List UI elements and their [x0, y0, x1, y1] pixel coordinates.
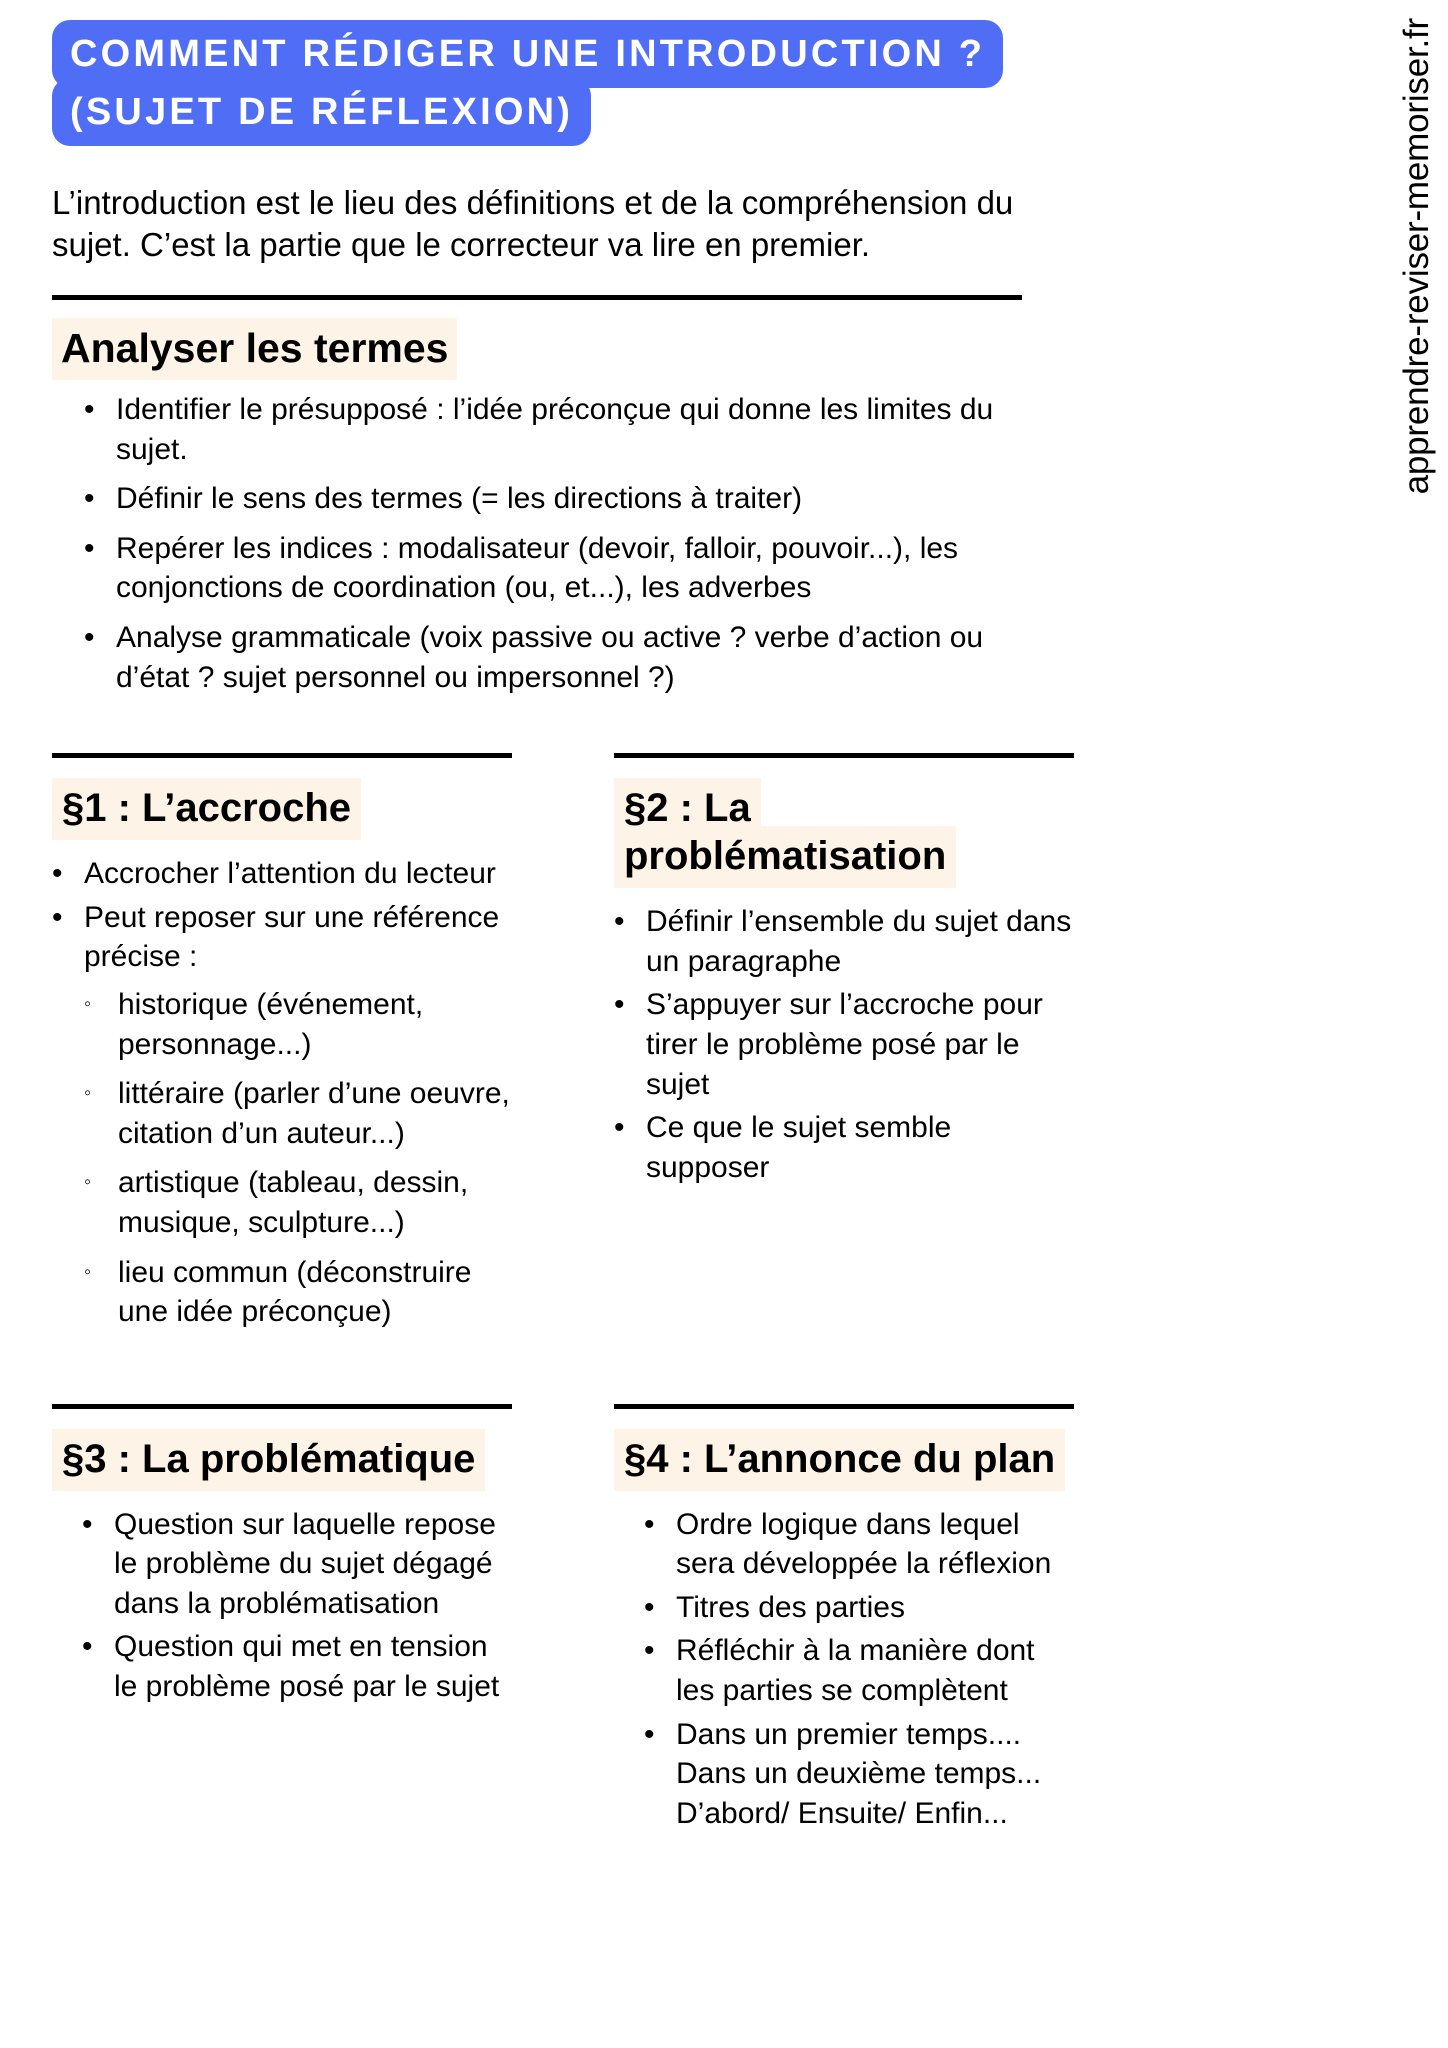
- list-item-text: Question qui met en tension le problème posé par le sujet: [114, 1630, 500, 1704]
- list-item-text: Analyse grammaticale (voix passive ou active ? verbe d’action ou d’état ? sujet personnel ou impersonnel ?): [116, 620, 984, 694]
- section-heading-3: [52, 1435, 512, 1483]
- section-heading-4-label: §4 : L’annonce du plan: [614, 1429, 1065, 1491]
- page-title-heading: [52, 20, 1003, 146]
- section-heading-analyser: [52, 324, 1330, 372]
- section-paragraph-4: [614, 1404, 1074, 1838]
- list-item-text: Repérer les indices : modalisateur (devoir, falloir, pouvoir...), les conjonctions de coordination (ou, et...), les adverbes: [116, 531, 959, 605]
- list-item: [84, 985, 512, 1064]
- list-item: [614, 902, 1074, 981]
- list-item: [82, 1505, 512, 1624]
- list-item: [614, 985, 1074, 1104]
- list-item: [644, 1715, 1074, 1834]
- page-title-line-2: (SUJET DE RÉFLEXION): [52, 78, 591, 146]
- section-2-list: [614, 902, 1074, 1187]
- list-item-text: Dans un premier temps.... Dans un deuxième temps... D’abord/ Ensuite/ Enfin...: [676, 1717, 1042, 1830]
- list-item-text: Titres des parties: [676, 1590, 905, 1624]
- list-item: [614, 1108, 1074, 1187]
- list-item-text: Accrocher l’attention du lecteur: [84, 857, 496, 891]
- section-1-list: [52, 854, 512, 977]
- section-2-body: [614, 902, 1074, 1187]
- list-item-text: Définir le sens des termes (= les directions à traiter): [116, 482, 803, 516]
- analyser-list: [84, 390, 1054, 697]
- bullet-icon: •: [84, 620, 95, 654]
- list-item-text: Peut reposer sur une référence précise :: [84, 900, 500, 974]
- sections-row-2: [52, 1404, 1330, 1838]
- section-heading-2: [614, 784, 1074, 880]
- list-item: [84, 1163, 512, 1242]
- section-4-body: [614, 1505, 1074, 1834]
- section-heading-3-label: §3 : La problématique: [52, 1429, 485, 1491]
- sections-row-1: [52, 753, 1330, 1342]
- list-item-text: Ce que le sujet semble supposer: [646, 1111, 952, 1184]
- bullet-icon: •: [644, 1634, 655, 1668]
- divider-section-2: [614, 753, 1074, 758]
- list-item-text: Identifier le présupposé : l’idée préconçue qui donne les limites du sujet.: [116, 393, 994, 466]
- site-credit-label: apprendre-reviser-memoriser.fr: [1396, 18, 1436, 495]
- site-credit: [1394, 18, 1438, 658]
- section-3-list: [82, 1505, 512, 1707]
- divider-section-1: [52, 753, 512, 758]
- section-heading-1: [52, 784, 512, 832]
- bullet-icon: •: [614, 1111, 625, 1145]
- list-item: [84, 1253, 512, 1332]
- list-item-text: Définir l’ensemble du sujet dans un paragraphe: [646, 905, 1072, 978]
- divider-section-3: [52, 1404, 512, 1409]
- section-heading-1-label: §1 : L’accroche: [52, 778, 361, 840]
- bullet-icon: •: [82, 1630, 93, 1664]
- divider-top: [52, 295, 1022, 300]
- section-3-body: [52, 1505, 512, 1707]
- bullet-icon: •: [84, 482, 95, 516]
- bullet-icon: •: [82, 1507, 93, 1541]
- section-1-body: [52, 854, 512, 1332]
- bullet-icon: •: [84, 531, 95, 565]
- list-item: [84, 479, 1054, 519]
- section-heading-2-label: §2 : La problématisation: [614, 778, 956, 888]
- sub-bullet-icon: ◦: [84, 992, 92, 1015]
- list-item: [84, 529, 1054, 608]
- list-item-text: littéraire (parler d’une oeuvre, citation d’un auteur...): [118, 1077, 510, 1150]
- section-4-list: [644, 1505, 1074, 1834]
- list-item-text: Réfléchir à la manière dont les parties se complètent: [676, 1634, 1035, 1708]
- list-item: [84, 1074, 512, 1153]
- list-item: [84, 390, 1054, 469]
- list-item-text: lieu commun (déconstruire une idée préconçue): [118, 1255, 472, 1329]
- section-heading-4: [614, 1435, 1074, 1483]
- list-item-text: S’appuyer sur l’accroche pour tirer le problème posé par le sujet: [646, 988, 1043, 1101]
- list-item: [82, 1627, 512, 1706]
- bullet-icon: •: [614, 905, 625, 939]
- bullet-icon: •: [644, 1717, 655, 1751]
- list-item: [644, 1505, 1074, 1584]
- bullet-icon: •: [52, 900, 63, 934]
- lead-paragraph: L’introduction est le lieu des définitions et de la compréhension du sujet. C’est la partie que le correcteur va lire en premier.: [52, 183, 1014, 264]
- sub-bullet-icon: ◦: [84, 1171, 92, 1194]
- bullet-icon: •: [644, 1507, 655, 1541]
- bullet-icon: •: [614, 988, 625, 1022]
- section-heading-analyser-label: Analyser les termes: [52, 318, 457, 380]
- list-item-text: artistique (tableau, dessin, musique, sculpture...): [118, 1166, 469, 1239]
- list-item: [52, 854, 512, 894]
- list-item-text: historique (événement, personnage...): [118, 987, 424, 1061]
- list-item: [84, 618, 1054, 697]
- page-title: [52, 26, 1042, 142]
- list-item: [644, 1631, 1074, 1710]
- list-item: [52, 898, 512, 977]
- page-title-line-1: COMMENT RÉDIGER UNE INTRODUCTION ?: [52, 20, 1003, 88]
- section-paragraph-1: [52, 753, 512, 1342]
- sub-bullet-icon: ◦: [84, 1082, 92, 1105]
- section-paragraph-3: [52, 1404, 512, 1838]
- bullet-icon: •: [84, 393, 95, 426]
- bullet-icon: •: [644, 1590, 655, 1624]
- bullet-icon: •: [52, 857, 63, 891]
- list-item-text: Ordre logique dans lequel sera développée la réflexion: [676, 1507, 1052, 1581]
- divider-section-4: [614, 1404, 1074, 1409]
- list-item: [644, 1588, 1074, 1628]
- section-paragraph-2: [614, 753, 1074, 1342]
- list-item-text: Question sur laquelle repose le problème du sujet dégagé dans la problématisation: [114, 1507, 496, 1620]
- section-analyser-les-termes: [52, 324, 1330, 698]
- section-1-sublist: [52, 985, 512, 1332]
- sub-bullet-icon: ◦: [84, 1260, 92, 1283]
